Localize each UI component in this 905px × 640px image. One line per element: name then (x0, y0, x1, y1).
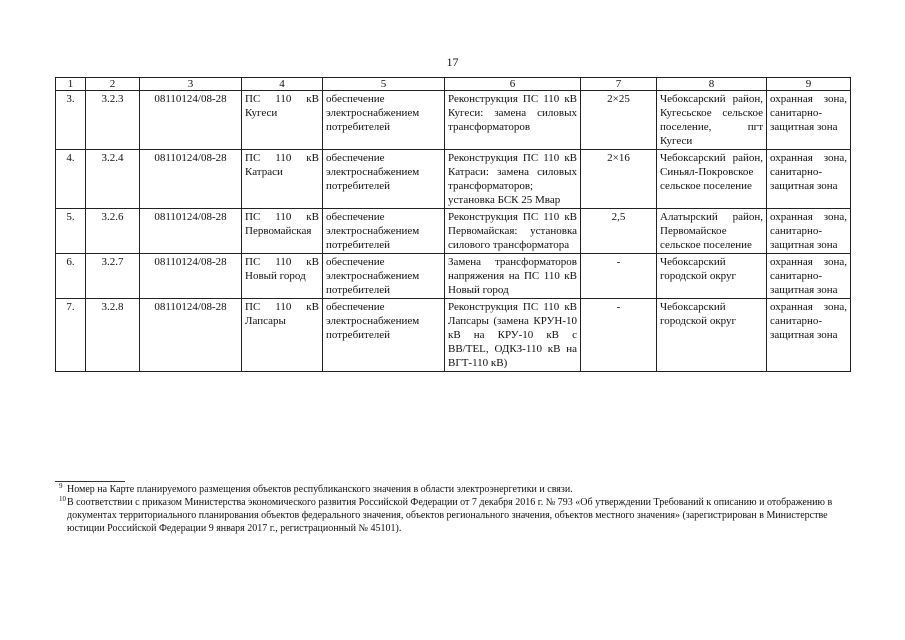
capacity-cell: 2×16 (581, 150, 657, 209)
row-number-cell: 4. (56, 150, 86, 209)
map-number-cell: 3.2.4 (86, 150, 140, 209)
object-name-cell: ПС 110 кВ Первомайская (242, 209, 323, 254)
capacity-cell: 2×25 (581, 91, 657, 150)
code-cell: 08110124/08-28 (140, 254, 242, 299)
map-number-cell: 3.2.7 (86, 254, 140, 299)
zone-cell: охранная зона, санитарно-защитная зона (767, 299, 851, 372)
footnote-mark: 10 (59, 495, 66, 503)
map-number-cell: 3.2.8 (86, 299, 140, 372)
footnote-text: В соответствии с приказом Министерства экономического развития Российской Федерации от 7 декабря 2016 г. № 793 «Об утверждении Требований к описанию и отображению в документах территориального планирования объектов федерального значения, объектов регионального значения, объектов местного значения» (зарегистрирован в Министерстве юстиции Российской Федерации 9 января 2017 г., регистрационный № 45101). (67, 497, 833, 534)
code-cell: 08110124/08-28 (140, 91, 242, 150)
purpose-cell: обеспечение электроснабжением потребителей (323, 254, 445, 299)
footnotes (55, 483, 850, 535)
footnote (55, 483, 850, 496)
description-cell: Реконструкция ПС 110 кВ Кугеси: замена силовых трансформаторов (445, 91, 581, 150)
description-cell: Реконструкция ПС 110 кВ Первомайская: установка силового трансформатора (445, 209, 581, 254)
row-number-cell: 7. (56, 299, 86, 372)
location-cell: Чебоксарский район, Кугесьское сельское поселение, пгт Кугеси (657, 91, 767, 150)
capacity-cell: - (581, 254, 657, 299)
object-name-cell: ПС 110 кВ Лапсары (242, 299, 323, 372)
location-cell: Чебоксарский район, Синьял-Покровское сельское поселение (657, 150, 767, 209)
objects-table (55, 77, 851, 372)
row-number-cell: 5. (56, 209, 86, 254)
footnote (55, 496, 850, 535)
purpose-cell: обеспечение электроснабжением потребителей (323, 299, 445, 372)
row-number-cell: 3. (56, 91, 86, 150)
row-number-cell: 6. (56, 254, 86, 299)
header-cell: 5 (323, 78, 445, 91)
purpose-cell: обеспечение электроснабжением потребителей (323, 209, 445, 254)
table-row (56, 209, 851, 254)
code-cell: 08110124/08-28 (140, 209, 242, 254)
location-cell: Алатырский район, Первомайское сельское поселение (657, 209, 767, 254)
header-cell: 9 (767, 78, 851, 91)
zone-cell: охранная зона, санитарно-защитная зона (767, 254, 851, 299)
zone-cell: охранная зона, санитарно-защитная зона (767, 91, 851, 150)
zone-cell: охранная зона, санитарно-защитная зона (767, 209, 851, 254)
header-cell: 1 (56, 78, 86, 91)
description-cell: Реконструкция ПС 110 кВ Катраси: замена силовых трансформаторов; установка БСК 25 Мвар (445, 150, 581, 209)
header-cell: 8 (657, 78, 767, 91)
description-cell: Реконструкция ПС 110 кВ Лапсары (замена КРУН-10 кВ на КРУ-10 кВ с ВВ/TEL, ОДКЗ-110 кВ на ВГТ-110 кВ) (445, 299, 581, 372)
header-cell: 2 (86, 78, 140, 91)
purpose-cell: обеспечение электроснабжением потребителей (323, 150, 445, 209)
table-row (56, 91, 851, 150)
description-cell: Замена трансформаторов напряжения на ПС 110 кВ Новый город (445, 254, 581, 299)
header-cell: 6 (445, 78, 581, 91)
object-name-cell: ПС 110 кВ Новый город (242, 254, 323, 299)
purpose-cell: обеспечение электроснабжением потребителей (323, 91, 445, 150)
footnote-divider (55, 481, 125, 482)
location-cell: Чебоксарский городской округ (657, 254, 767, 299)
zone-cell: охранная зона, санитарно-защитная зона (767, 150, 851, 209)
table-row (56, 299, 851, 372)
code-cell: 08110124/08-28 (140, 150, 242, 209)
footnote-mark: 9 (59, 482, 63, 490)
page-number: 17 (446, 55, 459, 69)
location-cell: Чебоксарский городской округ (657, 299, 767, 372)
object-name-cell: ПС 110 кВ Катраси (242, 150, 323, 209)
code-cell: 08110124/08-28 (140, 299, 242, 372)
object-name-cell: ПС 110 кВ Кугеси (242, 91, 323, 150)
map-number-cell: 3.2.6 (86, 209, 140, 254)
footnote-text: Номер на Карте планируемого размещения объектов республиканского значения в области электроэнергетики и связи. (67, 484, 573, 495)
table-header-row (56, 78, 851, 91)
table-row (56, 254, 851, 299)
capacity-cell: - (581, 299, 657, 372)
header-cell: 4 (242, 78, 323, 91)
header-cell: 3 (140, 78, 242, 91)
map-number-cell: 3.2.3 (86, 91, 140, 150)
capacity-cell: 2,5 (581, 209, 657, 254)
header-cell: 7 (581, 78, 657, 91)
table-row (56, 150, 851, 209)
